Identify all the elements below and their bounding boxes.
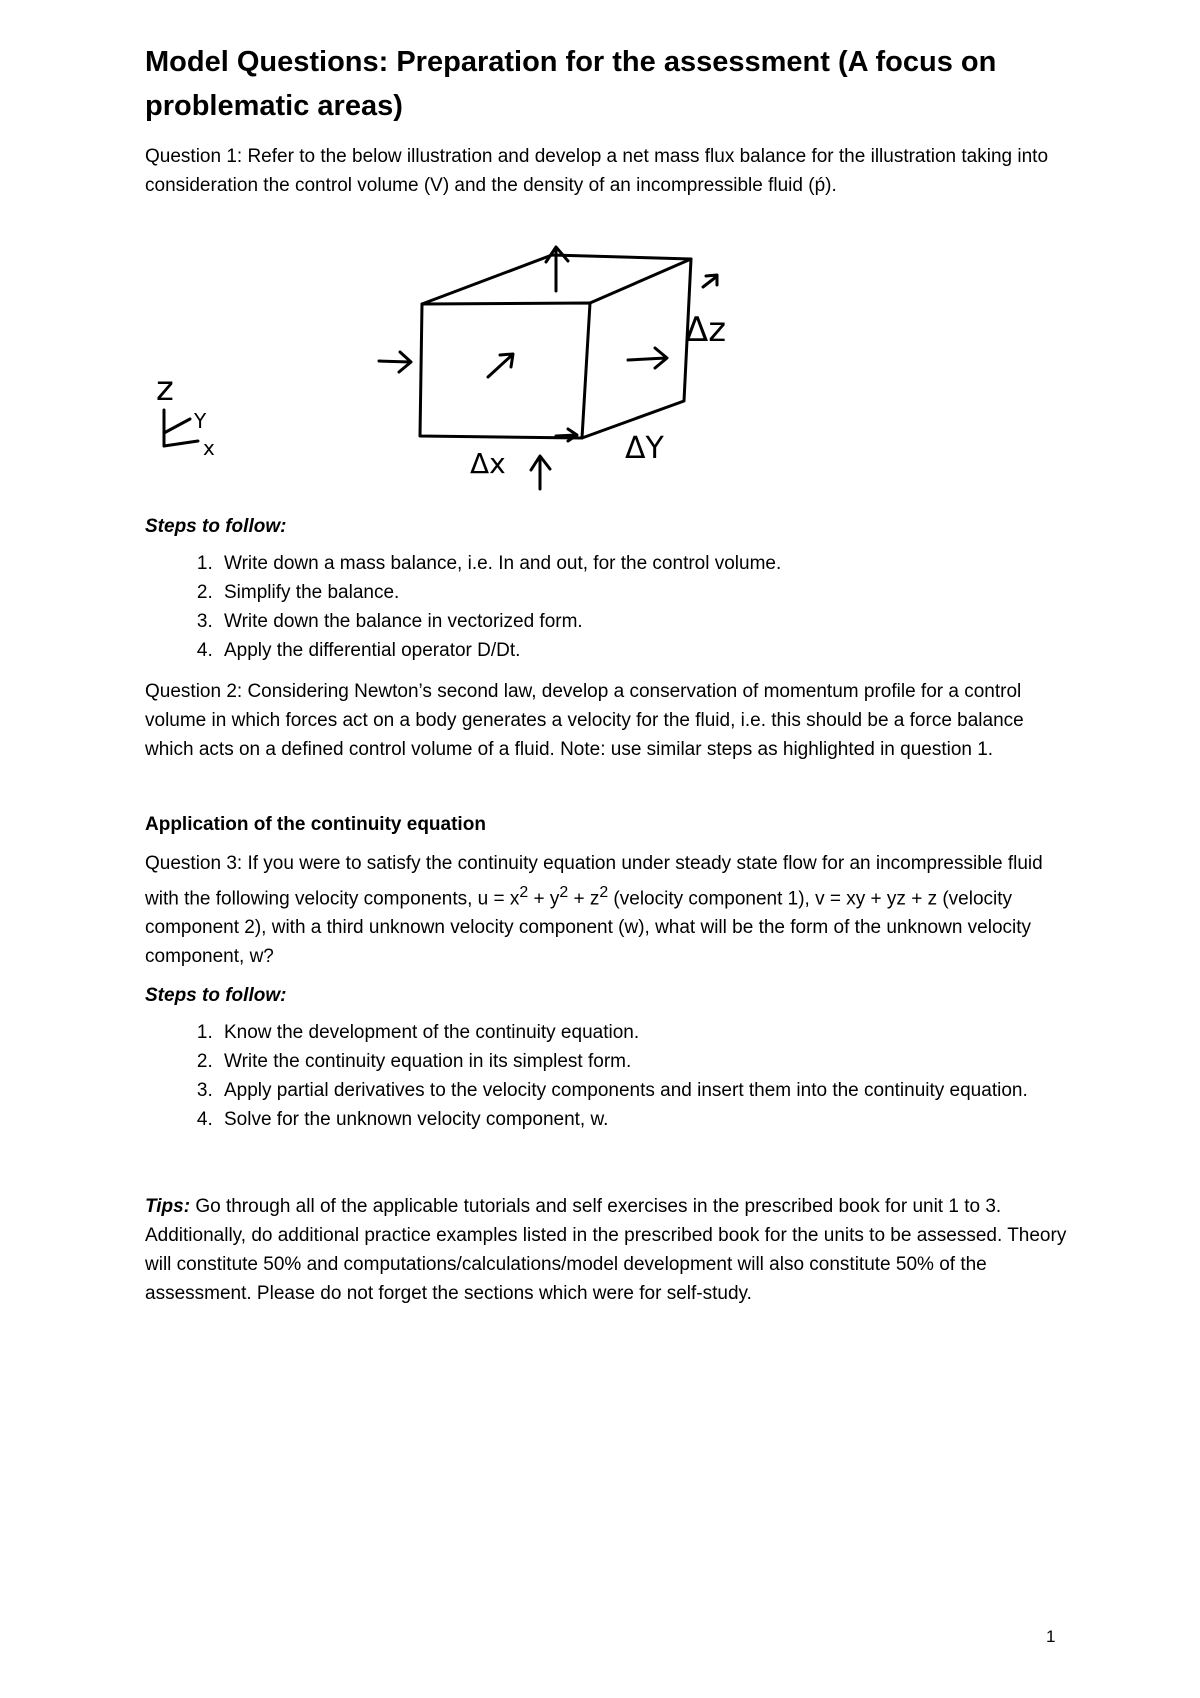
question-3-text-b: + y bbox=[528, 888, 560, 910]
question-2-label: Question 2: bbox=[145, 681, 243, 702]
question-3-label: Question 3: bbox=[145, 853, 243, 874]
question-3-text-d: (velocity component 1), v = xy + yz + z (velocity component 2), with a third unknown velocity component (w), what will be the form of the unknown velocity component, w? bbox=[145, 888, 1032, 968]
q3-steps-list bbox=[145, 1018, 1075, 1134]
steps-title-1: Steps to follow: bbox=[145, 516, 287, 537]
list-item: 1. Know the development of the continuity equation. bbox=[218, 1018, 1075, 1047]
right-outflow-arrow bbox=[628, 348, 667, 368]
diagonal-arrow bbox=[488, 354, 513, 377]
page-title: Model Questions: Preparation for the assessment (A focus on problematic areas) bbox=[145, 46, 997, 122]
tips-text: Go through all of the applicable tutorials and self exercises in the prescribed book for unit 1 to 3. Additionally, do additional practice examples listed in the prescribed book for the units to be assessed. Theory will constitute 50% and computations/calculations/model development will also constitute 50% of the assessment. Please do not forget the sections which were for self-study. bbox=[145, 1196, 1067, 1305]
axis-y-label: Y bbox=[194, 409, 207, 433]
list-item: 4. Solve for the unknown velocity component, w. bbox=[218, 1105, 1075, 1134]
list-item: 4. Apply the differential operator D/Dt. bbox=[218, 636, 1075, 665]
axis-diagonal bbox=[164, 419, 190, 433]
axis-x-label: x bbox=[203, 436, 215, 460]
delta-x-label: Δx bbox=[470, 447, 506, 480]
section-heading bbox=[145, 810, 1075, 839]
q1-steps-title bbox=[145, 512, 1075, 541]
left-inflow-arrow bbox=[379, 352, 411, 372]
top-arrow bbox=[546, 247, 568, 291]
list-item: 2. Write the continuity equation in its simplest form. bbox=[218, 1047, 1075, 1076]
list-item: 1. Write down a mass balance, i.e. In and out, for the control volume. bbox=[218, 549, 1075, 578]
list-item: 3. Write down the balance in vectorized form. bbox=[218, 607, 1075, 636]
axis-z-label: z bbox=[156, 369, 174, 409]
corner-diagonal-arrow bbox=[703, 275, 717, 287]
question-1-text: Refer to the below illustration and develop a net mass flux balance for the illustration taking into consideration the control volume (V) and the density of an incompressible fluid (ṕ). bbox=[145, 146, 1049, 196]
q1-steps-list bbox=[145, 549, 1075, 665]
steps-title-3: Steps to follow: bbox=[145, 985, 287, 1007]
superscript: 2 bbox=[599, 884, 609, 901]
delta-y-label: ΔY bbox=[625, 431, 664, 466]
superscript: 2 bbox=[559, 884, 569, 901]
delta-z-label: Δz bbox=[685, 310, 727, 350]
list-item: 3. Apply partial derivatives to the velocity components and insert them into the continuity equation. bbox=[218, 1076, 1075, 1105]
section-heading-text: Application of the continuity equation bbox=[145, 814, 486, 835]
question-3 bbox=[145, 849, 1075, 971]
question-1-label: Question 1: bbox=[145, 146, 243, 167]
q3-steps-title bbox=[145, 981, 1075, 1010]
superscript: 2 bbox=[519, 884, 529, 901]
question-2 bbox=[145, 677, 1075, 764]
tips-paragraph bbox=[145, 1192, 1075, 1308]
list-item: 2. Simplify the balance. bbox=[218, 578, 1075, 607]
axis-horizontal bbox=[164, 441, 198, 446]
tips-label: Tips: bbox=[145, 1196, 191, 1218]
page-number: 1 bbox=[1046, 1627, 1056, 1646]
cube-right-face bbox=[582, 259, 691, 438]
question-2-text: Considering Newton’s second law, develop a conservation of momentum profile for a control volume in which forces act on a body generates a velocity for the fluid, i.e. this should be a force balance which acts on a defined control volume of a fluid. Note: use similar steps as highlighted in question 1. bbox=[145, 681, 1024, 760]
control-volume-figure bbox=[145, 210, 1075, 500]
page-content bbox=[145, 40, 1075, 1318]
cube-front-face bbox=[420, 303, 590, 438]
question-1 bbox=[145, 142, 1075, 200]
question-3-text-c: + z bbox=[568, 888, 600, 910]
question-3-text-a: If you were to satisfy the continuity equation under steady state flow for an incompressible fluid with the following velocity components, u = x bbox=[145, 853, 1043, 910]
control-volume-sketch bbox=[0, 210, 1200, 500]
bottom-upward-arrow bbox=[531, 456, 550, 489]
